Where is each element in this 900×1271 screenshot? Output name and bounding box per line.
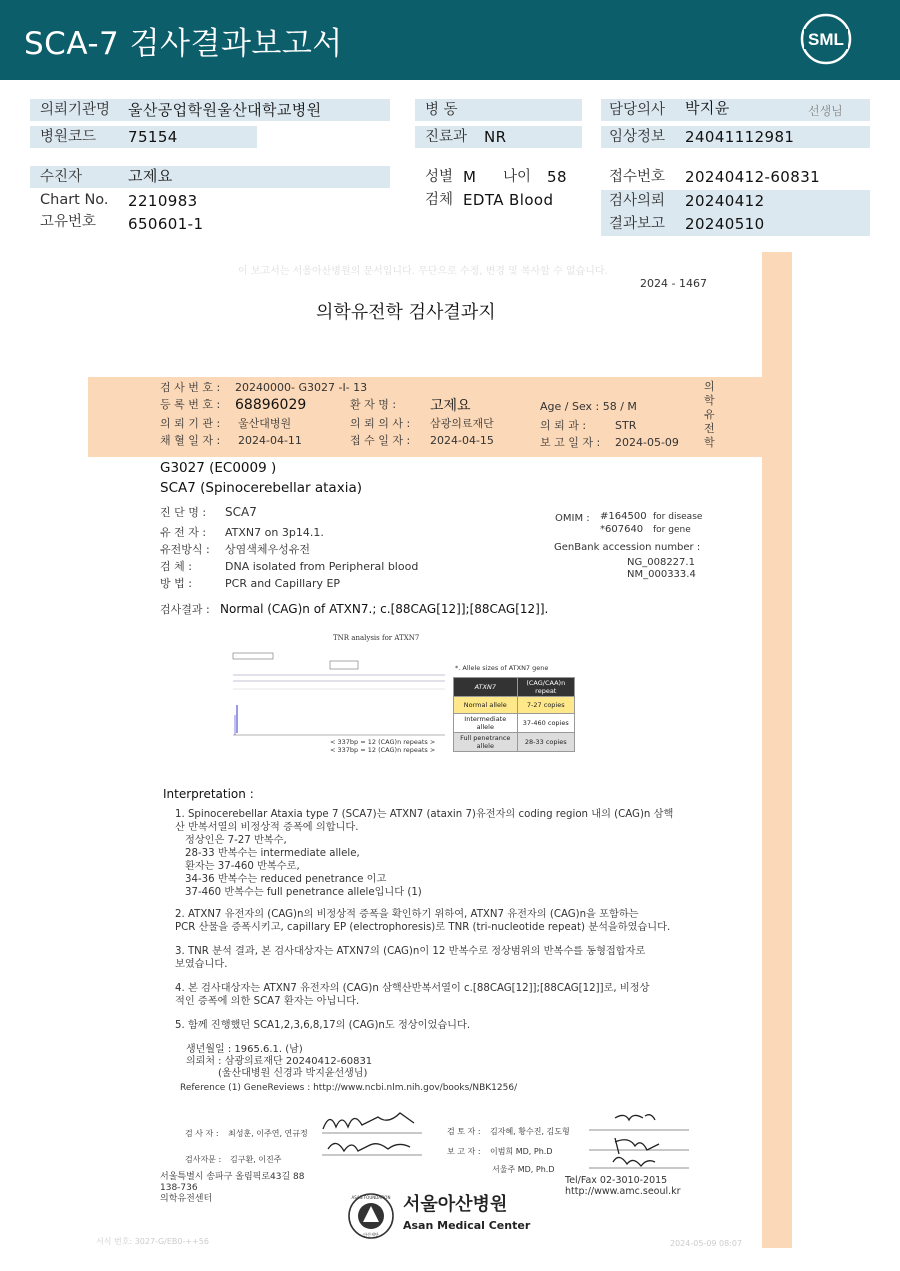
reviewer-signature — [585, 1108, 695, 1178]
receive-label: 접 수 일 자 : — [350, 434, 411, 447]
allele-type: Normal allele — [454, 697, 518, 714]
tel: Tel/Fax 02-3010-2015 — [565, 1175, 668, 1186]
specimen-value: EDTA Blood — [463, 191, 554, 209]
interp-title: Interpretation : — [163, 787, 254, 801]
reporter-label: 보 고 자 : — [447, 1147, 481, 1156]
specimen-label: 검 체 : — [160, 560, 192, 573]
repeat-1: < 337bp = 12 (CAG)n repeats > — [330, 738, 436, 746]
figure-title: TNR analysis for ATXN7 — [333, 634, 420, 642]
receive-date: 2024-04-15 — [430, 434, 494, 447]
reg-no: 68896029 — [235, 397, 307, 413]
patient-label: 수진자 — [40, 169, 83, 185]
doctor-title: 선생님 — [808, 104, 843, 118]
specimen-label: 검체 — [425, 192, 454, 208]
institution-value: 울산공업학원울산대학교병원 — [128, 101, 322, 119]
reporter-2: 서울주 MD, Ph.D — [492, 1165, 555, 1174]
genbank-1: NG_008227.1 — [627, 557, 695, 568]
collect-date: 2024-04-11 — [238, 434, 302, 447]
examiner-signature — [318, 1105, 428, 1165]
institution-label: 의 뢰 기 관 : — [160, 417, 221, 430]
department-value: NR — [484, 128, 507, 146]
sex-value: M — [463, 168, 477, 186]
doctor-label: 담당의사 — [609, 102, 666, 118]
doc-title: 의학유전학 검사결과지 — [316, 302, 496, 323]
hospital-name-kr: 서울아산병원 — [403, 1194, 508, 1215]
svg-text:아산재단: 아산재단 — [363, 1232, 379, 1237]
svg-text:ASAN FOUNDATION: ASAN FOUNDATION — [351, 1195, 391, 1200]
sml-logo-icon — [800, 13, 852, 65]
interp-line: 4. 본 검사대상자는 ATXN7 유전자의 (CAG)n 삼핵산반복서열이 c.[88CAG[12]];[88CAG[12]]로, 비정상 — [175, 983, 650, 994]
receipt-label: 접수번호 — [609, 169, 666, 185]
request-date-value: 20240412 — [685, 192, 765, 210]
report-date-value: 20240510 — [685, 215, 765, 233]
interp-line: 정상인은 7-27 반복수, — [185, 835, 287, 846]
dx-label: 진 단 명 : — [160, 506, 207, 519]
side-strip — [762, 252, 792, 1248]
report-date: 2024-05-09 — [615, 436, 679, 449]
allele-type: Full penetrance allele — [454, 733, 518, 752]
examiner-label: 검 사 자 : — [185, 1129, 219, 1138]
dept-label: 의 뢰 과 : — [540, 419, 587, 432]
repeat-2: < 337bp = 12 (CAG)n repeats > — [330, 746, 436, 754]
method: PCR and Capillary EP — [225, 577, 341, 590]
advisor-label: 검사자문 : — [185, 1155, 222, 1164]
collect-label: 채 혈 일 자 : — [160, 434, 221, 447]
chart-label: Chart No. — [40, 192, 109, 208]
doctor-label: 의 뢰 의 사 : — [350, 417, 411, 430]
omim-gene: *607640 — [600, 524, 644, 535]
request-date-label: 검사의뢰 — [609, 193, 666, 209]
allele-range: 7-27 copies — [517, 697, 574, 714]
interp-line: 3. TNR 분석 결과, 본 검사대상자는 ATXN7의 (CAG)n이 12 반복수로 정상범위의 반복수를 동형접합자로 — [175, 946, 646, 957]
interp-line: 5. 함께 진행했던 SCA1,2,3,6,8,17의 (CAG)n도 정상이었습니다. — [175, 1020, 471, 1031]
genbank-label: GenBank accession number : — [554, 542, 701, 553]
advisor: 김구환, 이진주 — [230, 1155, 282, 1164]
omim-gene-note: for gene — [653, 525, 691, 535]
print-time: 2024-05-09 08:07 — [670, 1239, 743, 1248]
allele-head-2: (CAG/CAA)n repeat — [517, 678, 574, 697]
patient-name-label: 환 자 명 : — [350, 398, 397, 411]
interp-line: 1. Spinocerebellar Ataxia type 7 (SCA7)는 ATXN7 (ataxin 7)유전자의 coding region 내의 (CAG)n 삼핵 — [175, 809, 674, 820]
unique-value: 650601-1 — [128, 215, 204, 233]
hospital-name-en: Asan Medical Center — [403, 1219, 531, 1232]
test-no-label: 검 사 번 호 : — [160, 381, 221, 394]
doc-number: 2024 - 1467 — [640, 277, 707, 290]
test-no: 20240000- G3027 -I- 13 — [235, 381, 368, 394]
method-label: 방 법 : — [160, 577, 192, 590]
hospital-code-value: 75154 — [128, 128, 178, 146]
examiner: 최성훈, 이주연, 연규정 — [228, 1129, 308, 1138]
address-1: 서울특별시 송파구 올림픽로43길 88 — [160, 1172, 305, 1182]
row-bar — [30, 166, 390, 188]
asan-foundation-icon — [347, 1192, 395, 1240]
institution-label: 의뢰기관명 — [40, 102, 111, 118]
interp-line: 적인 증폭에 의한 SCA7 환자는 아닙니다. — [175, 996, 360, 1007]
chart-value: 2210983 — [128, 192, 198, 210]
clinical-info-label: 임상정보 — [609, 129, 666, 145]
dept: STR — [615, 419, 637, 432]
gene: ATXN7 on 3p14.1. — [225, 526, 324, 539]
dx: SCA7 — [225, 505, 257, 519]
receipt-value: 20240412-60831 — [685, 168, 821, 186]
report-label: 보 고 일 자 : — [540, 436, 601, 449]
interp-line: 34-36 반복수는 reduced penetrance 이고 — [185, 874, 387, 885]
birth-date: 생년월일 : 1965.6.1. (남) — [186, 1044, 303, 1055]
omim-disease-note: for disease — [653, 512, 703, 522]
side-label: 의학유전학 — [704, 380, 715, 449]
electropherogram — [215, 645, 455, 745]
reg-no-label: 등 록 번 호 : — [160, 398, 221, 411]
inherit: 상염색체우성유전 — [225, 543, 311, 556]
age-label: 나이 — [503, 169, 532, 185]
inherit-label: 유전방식 : — [160, 543, 210, 556]
doctor: 삼광의료재단 — [430, 417, 494, 430]
age-sex: Age / Sex : 58 / M — [540, 400, 637, 413]
report-title: SCA-7 검사결과보고서 — [24, 26, 343, 62]
website: http://www.amc.seoul.kr — [565, 1186, 681, 1197]
patient-name: 고제요 — [430, 398, 471, 414]
interp-line: 환자는 37-460 반복수로, — [185, 861, 300, 872]
report-date-label: 결과보고 — [609, 216, 666, 232]
genbank-2: NM_000333.4 — [627, 569, 696, 580]
age-value: 58 — [547, 168, 567, 186]
test-code: G3027 (EC0009 ) — [160, 460, 277, 476]
svg-text:SML: SML — [808, 30, 844, 49]
omim-disease: #164500 — [600, 511, 647, 522]
reviewer-label: 검 토 자 : — [447, 1127, 481, 1136]
referrer-2: (울산대병원 신경과 박지윤선생님) — [218, 1068, 368, 1079]
institution: 울산대병원 — [238, 417, 292, 430]
gene-label: 유 전 자 : — [160, 526, 207, 539]
interp-line: 2. ATXN7 유전자의 (CAG)n의 비정상적 증폭을 확인하기 위하여, ATXN7 유전자의 (CAG)n을 포함하는 — [175, 909, 639, 920]
address-3: 의학유전센터 — [160, 1194, 213, 1204]
omim-label: OMIM : — [555, 513, 590, 524]
interp-line: 28-33 반복수는 intermediate allele, — [185, 848, 360, 859]
interp-line: PCR 산물을 증폭시키고, capillary EP (electrophoresis)로 TNR (tri-nucleotide repeat) 분석을하였습니다. — [175, 922, 671, 933]
interp-line: 보였습니다. — [175, 959, 228, 970]
unique-label: 고유번호 — [40, 214, 97, 230]
form-number: 서식 번호: 3027-G/EB0-++56 — [96, 1237, 209, 1246]
sex-label: 성별 — [425, 169, 454, 185]
result-label: 검사결과 : — [160, 603, 210, 616]
interp-line: 37-460 반복수는 full penetrance allele입니다 (1) — [185, 887, 422, 898]
hospital-code-label: 병원코드 — [40, 129, 97, 145]
reporter: 이범희 MD, Ph.D — [490, 1147, 553, 1156]
allele-range: 37-460 copies — [517, 714, 574, 733]
allele-title: *. Allele sizes of ATXN7 gene — [455, 664, 549, 672]
specimen: DNA isolated from Peripheral blood — [225, 560, 419, 573]
allele-range: 28-33 copies — [517, 733, 574, 752]
doctor-value: 박지윤 — [685, 99, 730, 117]
ward-label: 병 동 — [425, 102, 458, 118]
interp-line: 산 반복서열의 비정상적 증폭에 의합니다. — [175, 822, 359, 833]
test-name: SCA7 (Spinocerebellar ataxia) — [160, 480, 362, 496]
top-notice: 이 보고서는 서울아산병원의 문서입니다. 무단으로 수정, 변경 및 복사할 수 없습니다. — [238, 266, 608, 277]
allele-head-1: ATXN7 — [454, 678, 518, 697]
referrer: 의뢰처 : 삼광의료재단 20240412-60831 — [186, 1056, 373, 1067]
patient-value: 고제요 — [128, 167, 173, 185]
report-header — [0, 0, 900, 80]
department-label: 진료과 — [425, 129, 468, 145]
reference: Reference (1) GeneReviews : http://www.ncbi.nlm.nih.gov/books/NBK1256/ — [180, 1083, 518, 1093]
clinical-info-value: 24041112981 — [685, 128, 795, 146]
result: Normal (CAG)n of ATXN7.; c.[88CAG[12]];[88CAG[12]]. — [220, 602, 549, 616]
address-2: 138-736 — [160, 1183, 198, 1193]
allele-type: Intermediate allele — [454, 714, 518, 733]
reviewer: 김자혜, 황수진, 김도형 — [490, 1127, 570, 1136]
allele-table — [453, 677, 575, 752]
